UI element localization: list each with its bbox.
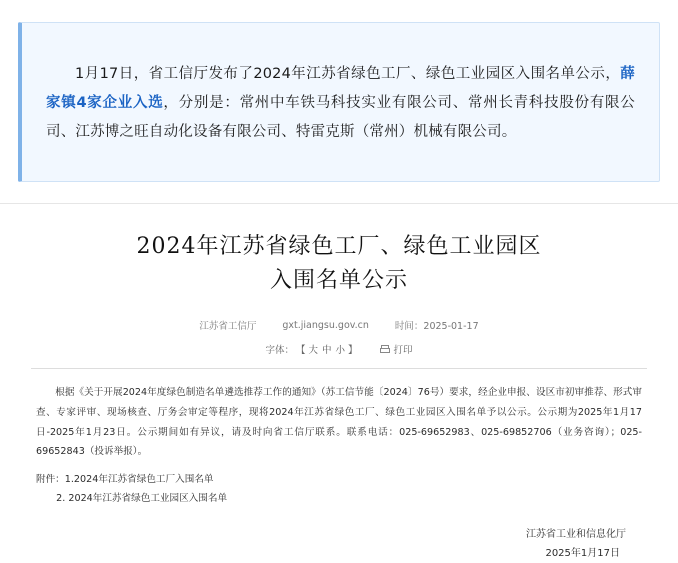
attachment-item-2[interactable]: 2. 2024年江苏省绿色工业园区入围名单	[56, 493, 228, 505]
notice-title-line2: 入围名单公示	[269, 268, 408, 294]
font-size-large[interactable]: 大	[308, 345, 318, 357]
summary-paragraph	[46, 60, 635, 147]
summary-card	[18, 22, 660, 182]
attachment-intro: 附件：	[36, 474, 65, 486]
notice-section	[0, 204, 678, 559]
bracket-right: 】	[348, 345, 358, 357]
font-size-small[interactable]: 小	[335, 345, 346, 357]
summary-text-after: ，分别是：常州中车铁马科技实业有限公司、常州长青科技股份有限公司、江苏博之旺自动化设备有限公司、特雷克斯（常州）机械有限公司。	[46, 94, 635, 140]
notice-title	[30, 230, 648, 298]
attachment-list	[30, 471, 648, 508]
notice-title-line1: 2024年江苏省绿色工厂、绿色工业园区	[136, 234, 542, 259]
attachment-line-2	[36, 490, 642, 509]
printer-icon	[380, 345, 390, 354]
attachment-item-1[interactable]: 1.2024年江苏省绿色工厂入围名单	[64, 474, 214, 486]
summary-text-before: 1月17日，省工信厅发布了2024年江苏省绿色工厂、绿色工业园区入围名单公示，	[75, 65, 621, 82]
bracket-left: 【	[295, 345, 306, 357]
notice-body: 根据《关于开展2024年度绿色制造名单遴选推荐工作的通知》（苏工信节能〔2024〕76号）要求，经企业申报、设区市初审推荐、形式审查、专家评审、现场核查、厅务会审定等程序，现将2024年江苏省绿色工厂、绿色工业园区入围名单予以公示。公示期为2025年1月17日-2025年1月23日。公示期间如有异议，请及时向省工信厅联系。联系电话：025-69652983、025-69852706（业务咨询）；025-69652843（投诉举报）。	[36, 387, 642, 458]
notice-signature	[30, 525, 648, 563]
notice-site-link[interactable]: gxt.jiangsu.gov.cn	[282, 319, 369, 331]
font-size-medium[interactable]: 中	[321, 345, 332, 357]
notice-meta-row	[30, 318, 648, 332]
summary-highlight: 薛家镇4家企业入选	[46, 65, 635, 111]
print-button[interactable]	[380, 342, 413, 356]
font-size-control	[265, 342, 357, 356]
print-label: 打印	[393, 345, 413, 357]
notice-date: 时间：2025-01-17	[394, 321, 479, 333]
attachment-line-1	[36, 471, 642, 490]
font-size-label: 字体：	[265, 345, 294, 357]
notice-source: 江苏省工信厅	[199, 321, 257, 333]
signature-date: 2025年1月17日	[545, 547, 620, 559]
signature-org: 江苏省工业和信息化厅	[526, 528, 626, 540]
notice-tools-row	[30, 342, 648, 356]
notice-rule	[31, 368, 647, 369]
